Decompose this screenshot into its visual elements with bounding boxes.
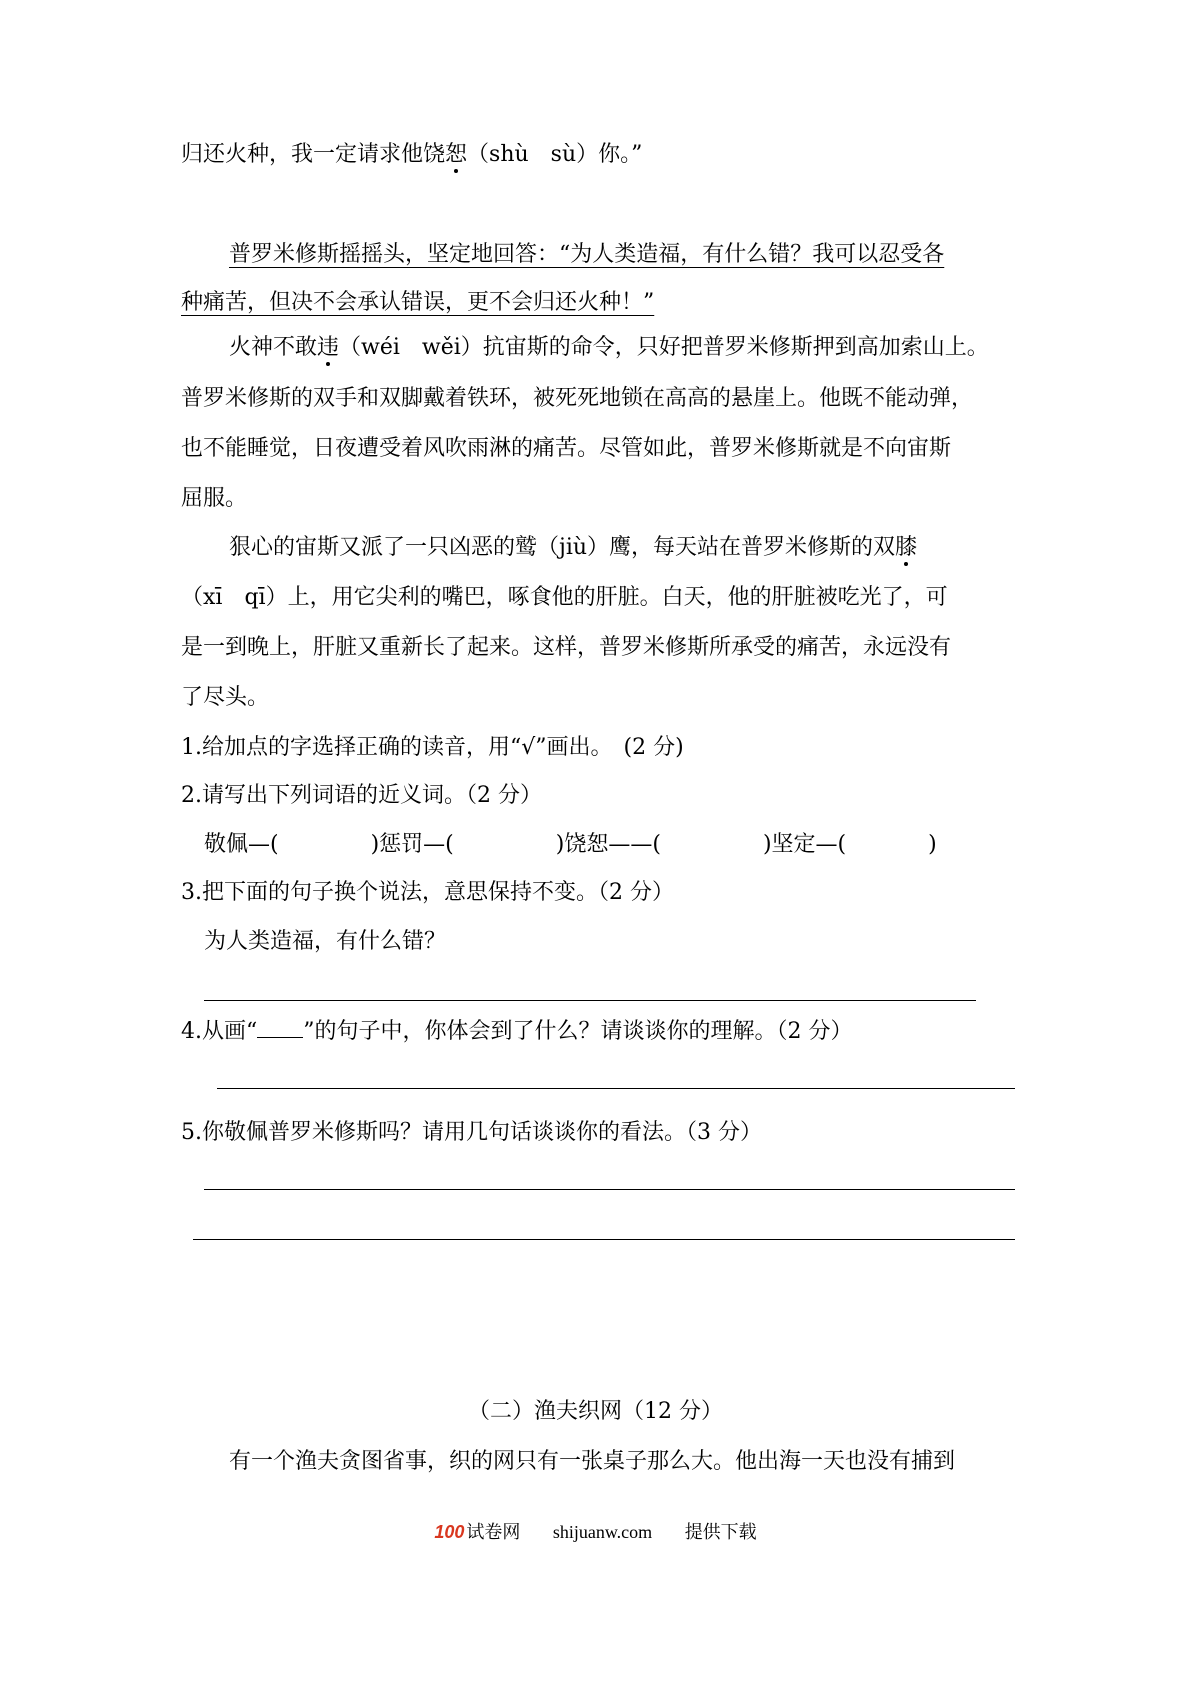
passage-line: 有一个渔夫贪图省事，织的网只有一张桌子那么大。他出海一天也没有捕到 (229, 1449, 956, 1474)
question-5: 5.你敬佩普罗米修斯吗？请用几句话谈谈你的看法。（3 分） (181, 1120, 762, 1145)
dotted-char: 违 (317, 335, 340, 360)
passage-line: 屈服。 (181, 486, 248, 511)
answer-line[interactable] (204, 1000, 976, 1001)
passage-line: 火神不敢违（wéi wěi）抗宙斯的命令，只好把普罗米修斯押到高加索山上。 (229, 335, 989, 360)
passage-line: 了尽头。 (181, 685, 270, 710)
blank-underline (257, 1019, 303, 1038)
answer-line[interactable] (193, 1239, 1015, 1240)
passage-line: 是一到晚上，肝脏又重新长了起来。这样，普罗米修斯所承受的痛苦，永远没有 (181, 635, 952, 660)
question-2: 2.请写出下列词语的近义词。（2 分） (181, 783, 542, 808)
footer (0, 1520, 1191, 1544)
logo-icon: 100 (434, 1522, 465, 1542)
passage-line: 普罗米修斯的双手和双脚戴着铁环，被死死地锁在高高的悬崖上。他既不能动弹， (181, 386, 974, 411)
answer-line[interactable] (217, 1088, 1015, 1089)
footer-note: 提供下载 (684, 1522, 757, 1542)
question-3-sentence: 为人类造福，有什么错？ (204, 929, 447, 954)
answer-line[interactable] (204, 1189, 1015, 1190)
underlined-sentence: 普罗米修斯摇摇头，坚定地回答：“为人类造福，有什么错？我可以忍受各 (229, 242, 945, 267)
passage-line: 也不能睡觉，日夜遭受着风吹雨淋的痛苦。尽管如此，普罗米修斯就是不向宙斯 (181, 436, 952, 461)
footer-name: 试卷网 (466, 1522, 521, 1542)
question-1: 1.给加点的字选择正确的读音，用“√”画出。 (2 分) (181, 735, 684, 760)
passage-line: 狠心的宙斯又派了一只凶恶的鹫（jiù）鹰，每天站在普罗米修斯的双膝 (229, 535, 918, 560)
underlined-sentence: 种痛苦，但决不会承认错误，更不会归还火种！” (181, 290, 655, 315)
section-title: （二）渔夫织网（12 分） (468, 1399, 723, 1424)
question-4: 4.从画“ ”的句子中，你体会到了什么？请谈谈你的理解。（2 分） (181, 1019, 853, 1044)
question-3: 3.把下面的句子换个说法，意思保持不变。（2 分） (181, 880, 674, 905)
dotted-char: 膝 (895, 535, 918, 560)
synonym-row: 敬佩—( )惩罚—( )饶恕——( )坚定—( ) (204, 832, 937, 857)
passage-line: 归还火种，我一定请求他饶恕（shù sù）你。” (181, 142, 643, 167)
passage-line: （xī qī）上，用它尖利的嘴巴，啄食他的肝脏。白天，他的肝脏被吃光了，可 (181, 585, 948, 610)
dotted-char: 恕 (445, 142, 468, 167)
footer-site[interactable]: shijuanw.com (552, 1522, 653, 1542)
